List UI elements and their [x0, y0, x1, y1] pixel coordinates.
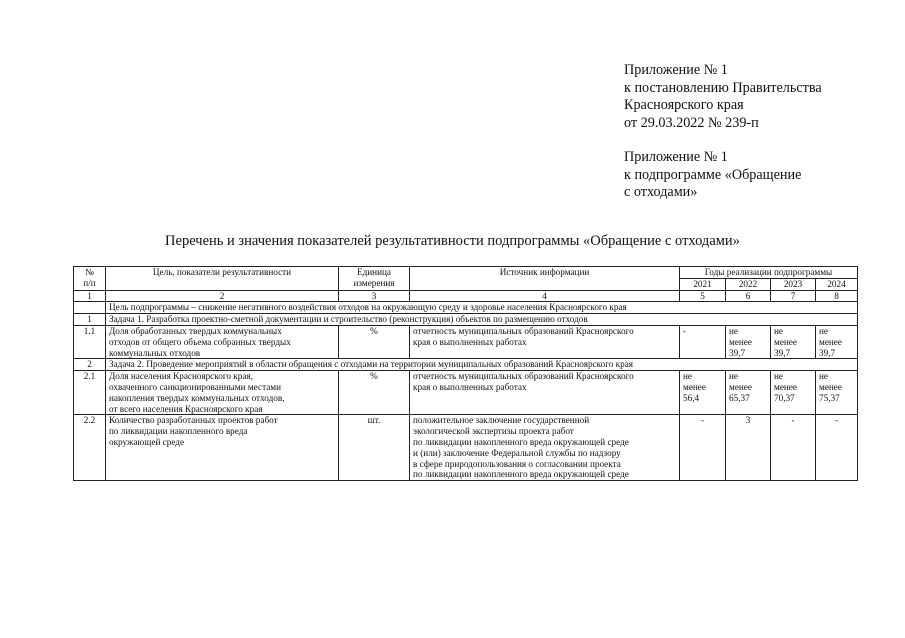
- appendix-header: [624, 62, 822, 202]
- indicator-source: положительное заключение государственной экологической экспертизы проекта работ по ликвидации накопленного вреда окружающей среде и (или) заключение Федеральной службы по надзору в сфере природопользования о согласовании проекта по ликвидации накопленного вреда окружающей среде: [410, 415, 680, 481]
- table-row: [74, 415, 858, 481]
- goal-row: [74, 302, 858, 314]
- year-cell: 2021: [680, 278, 726, 290]
- column-number: 8: [816, 290, 858, 302]
- indicator-unit: %: [339, 371, 410, 415]
- row-number: 1.1: [74, 325, 106, 358]
- value-2023: не менее 39,7: [771, 325, 816, 358]
- value-2024: не менее 39,7: [816, 325, 858, 358]
- header-line: Приложение № 1: [624, 149, 728, 165]
- value-2023: -: [771, 415, 816, 481]
- year-cell: 2022: [726, 278, 771, 290]
- header-line: с отходами»: [624, 184, 698, 200]
- document-title: Перечень и значения показателей результативности подпрограммы «Обращение с отходами»: [165, 233, 740, 249]
- row-number: 2.1: [74, 371, 106, 415]
- value-2023: не менее 70,37: [771, 371, 816, 415]
- column-number: 3: [339, 290, 410, 302]
- table-row: [74, 325, 858, 358]
- task-text: Задача 2. Проведение мероприятий в области обращения с отходами на территории муниципальных образований Красноярского края: [106, 359, 858, 371]
- value-2021: -: [680, 415, 726, 481]
- column-number: 2: [106, 290, 339, 302]
- value-2021: не менее 56,4: [680, 371, 726, 415]
- column-number: 6: [726, 290, 771, 302]
- header-years: Годы реализации подпрограммы: [680, 267, 858, 279]
- indicators-table: [73, 266, 858, 481]
- header-source: Источник информации: [410, 267, 680, 291]
- value-2021: -: [680, 325, 726, 358]
- value-2024: -: [816, 415, 858, 481]
- column-number: 4: [410, 290, 680, 302]
- value-2024: не менее 75,37: [816, 371, 858, 415]
- year-cell: 2024: [816, 278, 858, 290]
- header-line: Красноярского края: [624, 97, 744, 113]
- table-row: [74, 371, 858, 415]
- value-2022: 3: [726, 415, 771, 481]
- indicator-unit: %: [339, 325, 410, 358]
- row-number: 2.2: [74, 415, 106, 481]
- table-header-row: [74, 267, 858, 279]
- task-row: [74, 314, 858, 326]
- value-2022: не менее 39,7: [726, 325, 771, 358]
- header-goal: Цель, показатели результативности: [106, 267, 339, 291]
- year-cell: 2023: [771, 278, 816, 290]
- column-number-row: [74, 290, 858, 302]
- goal-text: Цель подпрограммы – снижение негативного воздействия отходов на окружающую среду и здоровье населения Красноярского края: [106, 302, 858, 314]
- indicator-source: отчетность муниципальных образований Красноярского края о выполненных работах: [410, 325, 680, 358]
- task-number: 2: [74, 359, 106, 371]
- header-line: Приложение № 1: [624, 62, 728, 78]
- column-number: 5: [680, 290, 726, 302]
- value-2022: не менее 65,37: [726, 371, 771, 415]
- task-text: Задача 1. Разработка проектно-сметной документации и строительство (реконструкция) объектов по размещению отходов: [106, 314, 858, 326]
- header-line: от 29.03.2022 № 239-п: [624, 114, 759, 131]
- indicator-name: Доля населения Красноярского края, охваченного санкционированными местами накопления твердых коммунальных отходов, от всего населения Красноярского края: [106, 371, 339, 415]
- indicator-name: Количество разработанных проектов работ по ликвидации накопленного вреда окружающей среде: [106, 415, 339, 481]
- header-unit: Единица измерения: [339, 267, 410, 291]
- indicator-name: Доля обработанных твердых коммунальных отходов от общего объема собранных твердых коммунальных отходов: [106, 325, 339, 358]
- indicator-unit: шт.: [339, 415, 410, 481]
- indicator-source: отчетность муниципальных образований Красноярского края о выполненных работах: [410, 371, 680, 415]
- header-line: к подпрограмме «Обращение: [624, 166, 802, 183]
- task-number: 1: [74, 314, 106, 326]
- header-line: к постановлению Правительства: [624, 79, 822, 96]
- header-num: № п/п: [74, 267, 106, 291]
- task-row: [74, 359, 858, 371]
- column-number: 7: [771, 290, 816, 302]
- column-number: 1: [74, 290, 106, 302]
